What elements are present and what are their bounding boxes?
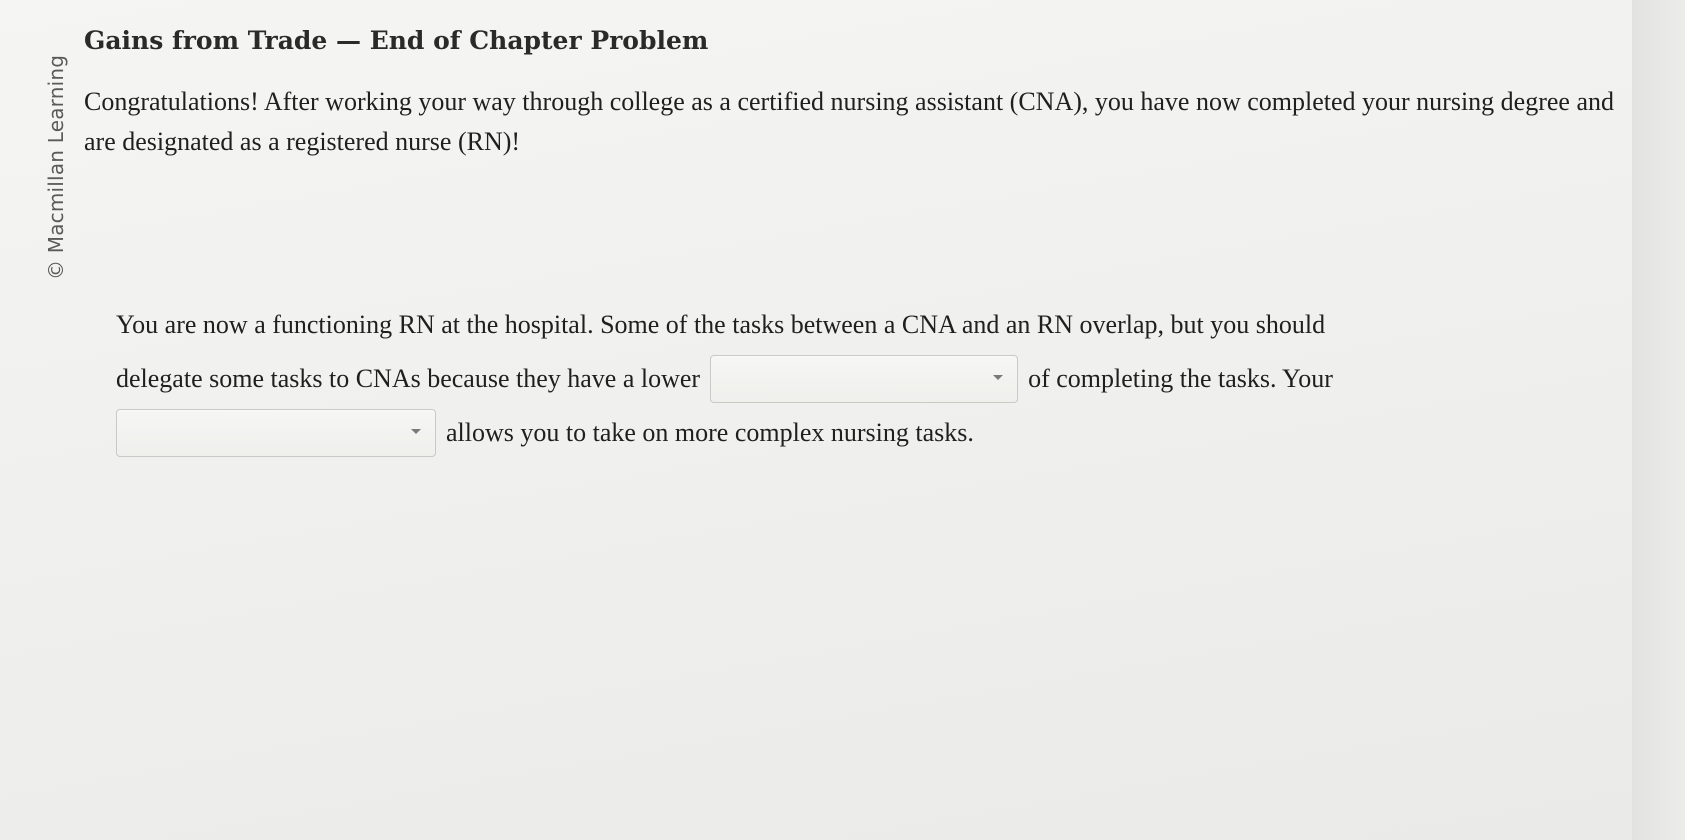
chevron-down-icon [993,375,1003,380]
question-text-2: delegate some tasks to CNAs because they have a lower [116,364,701,393]
question-text-4: allows you to take on more complex nursing tasks. [446,418,974,447]
intro-text: Congratulations! After working your way through college as a certified nursing assistant (CNA), you have now completed your nursing degree and are designated as a registered nurse (RN)! [84,87,1615,156]
question-line-2 [116,352,1516,406]
chevron-down-icon [411,429,421,434]
copyright-notice: © Macmillan Learning [44,54,68,280]
intro-paragraph [84,82,1624,162]
question-text-1: You are now a functioning RN at the hospital. Some of the tasks between a CNA and an RN overlap, but you should [116,310,1326,339]
window-edge [1632,0,1685,840]
question-paragraph [116,298,1516,460]
dropdown-lower-cost[interactable] [710,355,1018,403]
problem-title: Gains from Trade — End of Chapter Problem [84,26,709,55]
question-line-1 [116,298,1516,352]
question-text-3: of completing the tasks. Your [1028,364,1333,393]
dropdown-advantage[interactable] [116,409,436,457]
question-line-3 [116,406,1516,460]
